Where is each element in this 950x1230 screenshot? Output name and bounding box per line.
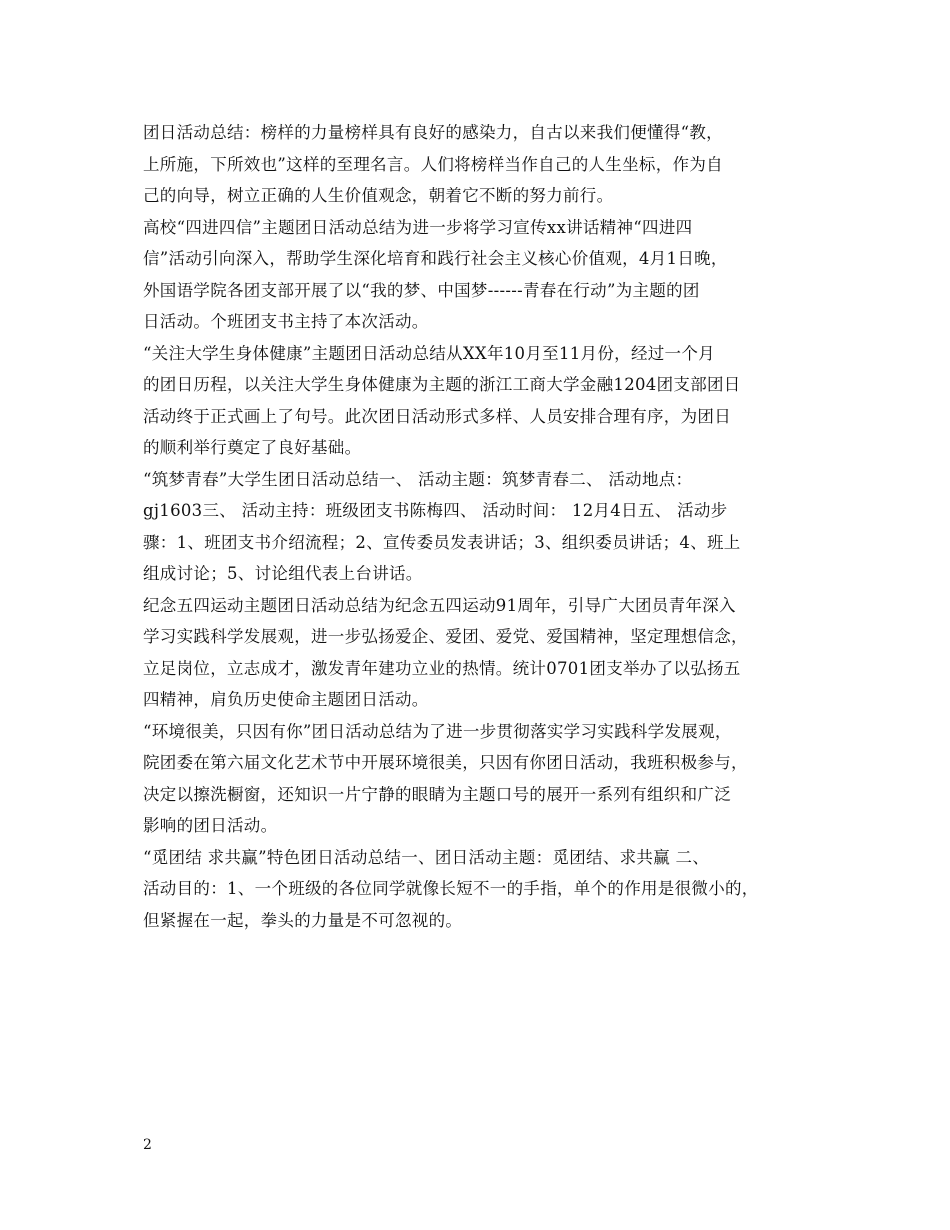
text-line: 骤：1、班团支书介绍流程；2、宣传委员发表讲话；3、组织委员讲话；4、班上 (143, 532, 741, 552)
page-number: 2 (143, 1137, 152, 1153)
text-line: 外国语学院各团支部开展了以“我的梦、中国梦------青春在行动”为主题的团 (143, 280, 700, 300)
text-line: 决定以擦洗橱窗，还知识一片宁静的眼睛为主题口号的展开一系列有组织和广泛 (143, 784, 731, 804)
text-line: 己的向导，树立正确的人生价值观念，朝着它不断的努力前行。 (143, 186, 614, 205)
text-line: 上所施，下所效也”这样的至理名言。人们将榜样当作自己的人生坐标，作为自 (143, 154, 723, 174)
text-line: “觅团结 求共赢”特色团日活动总结一、团日活动主题：觅团结、求共赢 二、 (143, 847, 710, 867)
text-line: 但紧握在一起，拳头的力量是不可忽视的。 (143, 910, 463, 930)
text-line: 的团日历程，以关注大学生身体健康为主题的浙江工商大学金融1204团支部团日 (143, 375, 741, 394)
text-line: “关注大学生身体健康”主题团日活动总结从XX年10月至11月份，经过一个月 (143, 343, 715, 363)
text-line: 学习实践科学发展观，进一步弘扬爱企、爱团、爱党、爱国精神，坚定理想信念， (143, 627, 748, 646)
text-line: 日活动。个班团支书主持了本次活动。 (143, 312, 429, 331)
body-text (143, 117, 813, 936)
text-line: 四精神，肩负历史使命主题团日活动。 (143, 690, 429, 709)
text-line: “环境很美，只因有你”团日活动总结为了进一步贯彻落实学习实践科学发展观， (143, 721, 732, 741)
text-line: 活动终于正式画上了句号。此次团日活动形式多样、人员安排合理有序，为团日 (143, 406, 731, 426)
text-line: 立足岗位，立志成才，激发青年建功立业的热情。统计0701团支举办了以弘扬五 (143, 658, 741, 678)
text-line: 的顺利举行奠定了良好基础。 (143, 438, 362, 457)
text-line: 信”活动引向深入，帮助学生深化培育和践行社会主义核心价值观，4月1日晚， (143, 249, 728, 268)
text-line: 团日活动总结：榜样的力量榜样具有良好的感染力，自古以来我们便懂得“教， (143, 123, 723, 142)
text-line: 院团委在第六届文化艺术节中开展环境很美，只因有你团日活动，我班积极参与， (143, 753, 748, 772)
text-line: 影响的团日活动。 (143, 816, 278, 835)
text-line: gj1603三、 活动主持：班级团支书陈梅四、 活动时间： 12月4日五、 活动步 (143, 501, 728, 520)
text-line: 高校“四进四信”主题团日活动总结为进一步将学习宣传xx讲话精神“四进四 (143, 217, 693, 237)
text-line: 活动目的：1、一个班级的各位同学就像长短不一的手指，单个的作用是很微小的， (143, 879, 759, 898)
text-line: 纪念五四运动主题团日活动总结为纪念五四运动91周年，引导广大团员青年深入 (143, 595, 736, 615)
text-line: 组成讨论；5、讨论组代表上台讲话。 (143, 564, 423, 583)
text-line: “筑梦青春”大学生团日活动总结一、 活动主题：筑梦青春二、 活动地点： (143, 469, 693, 489)
